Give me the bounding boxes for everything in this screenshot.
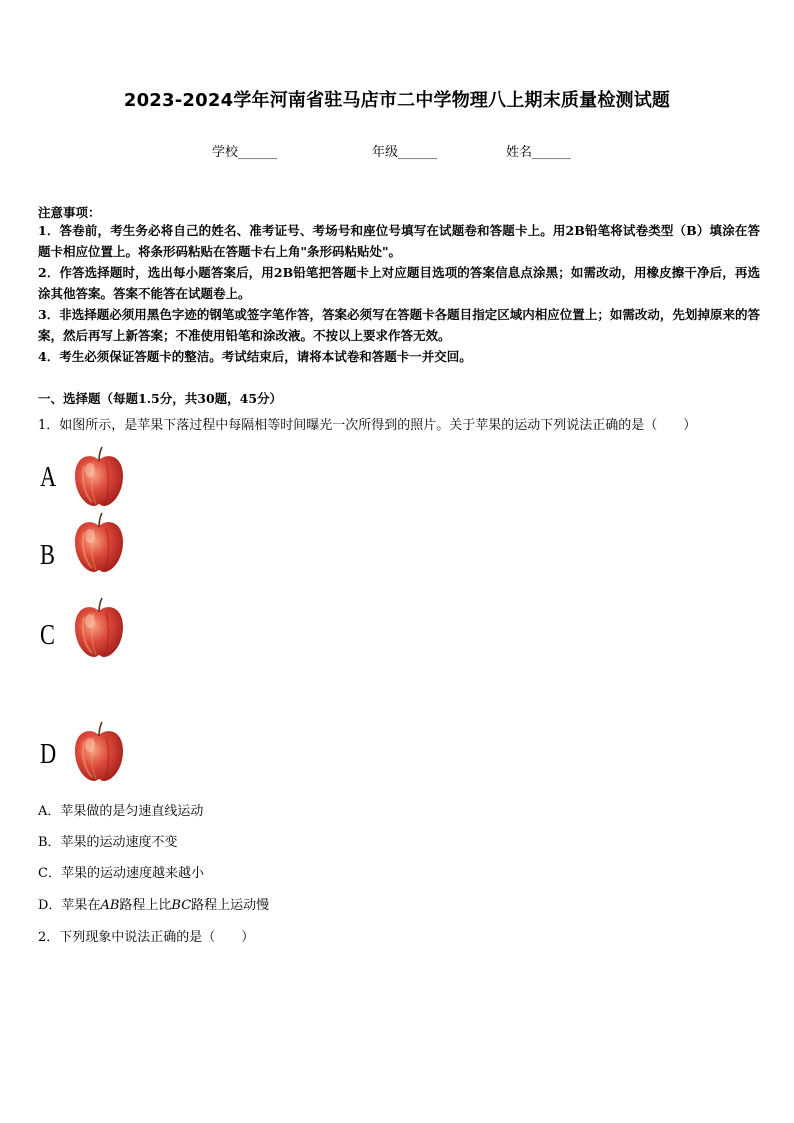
notice-heading: 注意事项：: [38, 205, 101, 220]
notice-item-2: 2．作答选择题时，选出每小题答案后，用2B铅笔把答题卡上对应题目选项的答案信息点涂黑；如需改动，用橡皮擦干净后，再选涂其他答案。答案不能答在试题卷上。: [38, 265, 760, 301]
option-c: C．苹果的运动速度越来越小: [38, 866, 204, 881]
option-d-middle: 路程上比: [119, 898, 172, 913]
figure-label-a: A: [40, 462, 57, 493]
apple-image: [72, 597, 126, 659]
section-heading: 一、选择题（每题1.5分，共30题，45分）: [38, 391, 283, 406]
segment-bc: BC: [171, 898, 192, 913]
grade-field: 年级______: [372, 145, 438, 160]
question-1-stem: 1．如图所示，是苹果下落过程中每隔相等时间曝光一次所得到的照片。关于苹果的运动下列说法正确的是（ ）: [38, 418, 697, 433]
notice-item-3: 3．非选择题必须用黑色字迹的钢笔或签字笔作答，答案必须写在答题卡各题目指定区域内相应位置上；如需改动，先划掉原来的答案，然后再写上新答案；不准使用铅笔和涂改液。不按以上要求作答无效。: [38, 307, 760, 343]
notice-item-4: 4．考生必须保证答题卡的整洁。考试结束后，请将本试卷和答题卡一并交回。: [38, 349, 472, 364]
apple-image: [72, 721, 126, 783]
segment-ab: AB: [100, 898, 120, 913]
option-d-prefix: D．苹果在: [38, 898, 101, 913]
apple-image: [72, 446, 126, 508]
name-field: 姓名______: [506, 145, 572, 160]
option-d-suffix: 路程上运动慢: [191, 898, 270, 913]
page-title: 2023-2024学年河南省驻马店市二中学物理八上期末质量检测试题: [123, 90, 671, 111]
figure-label-d: D: [40, 739, 57, 770]
notice-item-1: 1．答卷前，考生务必将自己的姓名、准考证号、考场号和座位号填写在试题卷和答题卡上。用2B铅笔将试卷类型（B）填涂在答题卡相应位置上。将条形码粘贴在答题卡右上角"条形码粘贴处"。: [38, 223, 760, 259]
option-a: A．苹果做的是匀速直线运动: [38, 804, 204, 819]
option-b: B．苹果的运动速度不变: [38, 835, 178, 850]
school-field: 学校______: [212, 145, 278, 160]
question-2-stem: 2．下列现象中说法正确的是（ ）: [38, 930, 255, 945]
option-d: [38, 894, 269, 913]
apple-image: [72, 512, 126, 574]
figure-label-b: B: [40, 540, 55, 571]
figure-label-c: C: [40, 620, 55, 651]
